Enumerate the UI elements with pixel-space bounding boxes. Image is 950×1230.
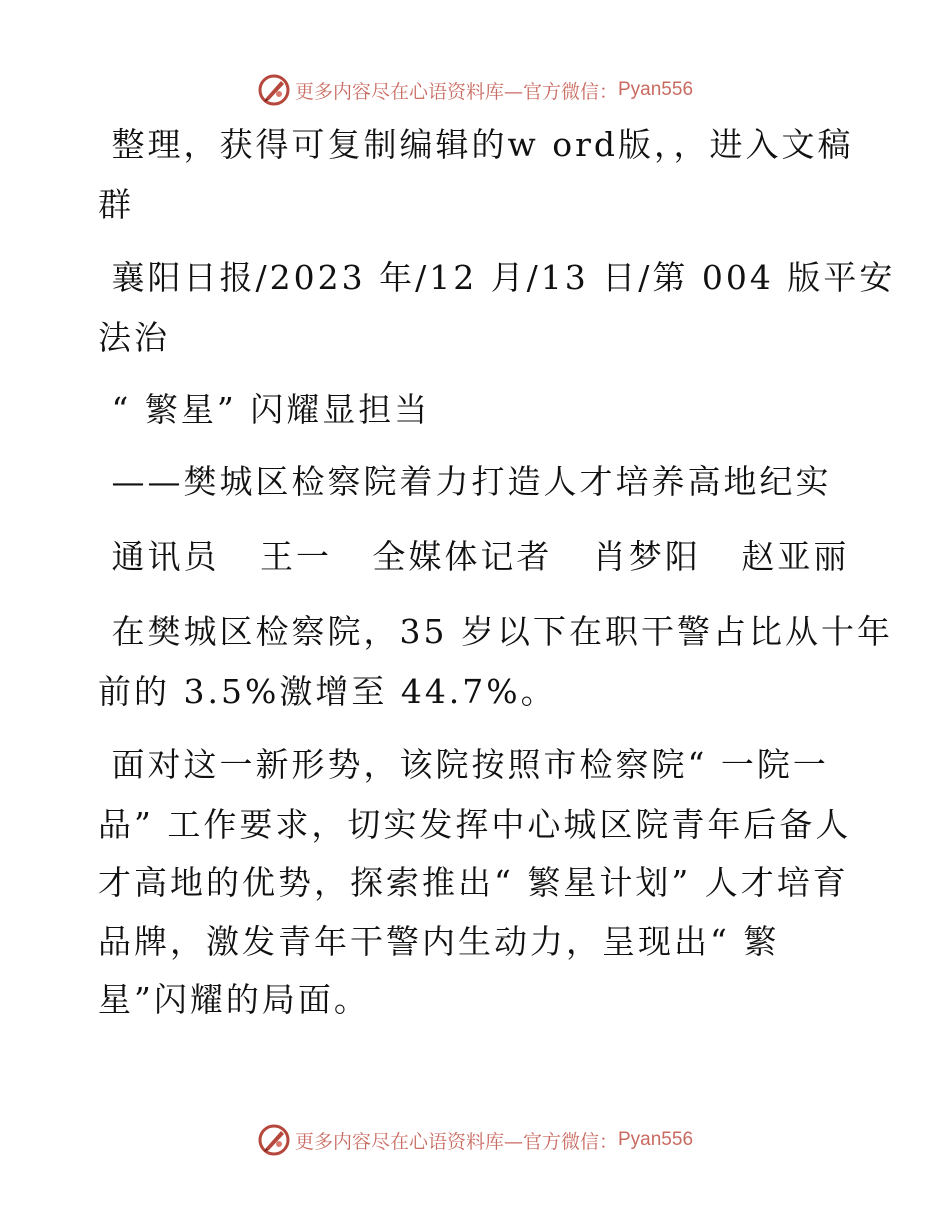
doc-line: 品” 工作要求，切实发挥中心城区院青年后备人: [98, 805, 852, 844]
doc-line: 才高地的优势，探索推出“ 繁星计划” 人才培育: [98, 863, 849, 902]
doc-line: 面对这一新形势，该院按照市检察院“ 一院一: [98, 745, 829, 784]
article-title: “ 繁星” 闪耀显担当: [98, 390, 431, 429]
doc-line: 星”闪耀的局面。: [98, 980, 370, 1019]
doc-line: 法治: [98, 318, 170, 357]
doc-line: 群: [98, 185, 134, 224]
doc-line: 整理，获得可复制编辑的w ord版，，进入文稿: [98, 125, 854, 164]
pen-circle-logo-icon: [257, 1123, 291, 1157]
watermark-text: 更多内容尽在心语资料库—官方微信：: [294, 1130, 618, 1153]
footer-watermark: [0, 1120, 950, 1160]
watermark-contact: Pyan556: [618, 1129, 694, 1150]
header-watermark: [0, 70, 950, 110]
article-subtitle: ——樊城区检察院着力打造人才培养高地纪实: [98, 462, 832, 501]
pen-circle-logo-icon: [257, 73, 291, 107]
doc-line: 品牌，激发青年干警内生动力，呈现出“ 繁: [98, 922, 780, 961]
doc-line: 襄阳日报/2023 年/12 月/13 日/第 004 版平安: [98, 258, 896, 297]
watermark-text: 更多内容尽在心语资料库—官方微信：: [294, 80, 618, 103]
watermark-contact: Pyan556: [618, 79, 694, 100]
article-byline: 通讯员 王一 全媒体记者 肖梦阳 赵亚丽: [98, 537, 850, 576]
doc-line: 在樊城区检察院，35 岁以下在职干警占比从十年: [98, 612, 893, 651]
doc-line: 前的 3.5%激增至 44.7%。: [98, 672, 557, 711]
